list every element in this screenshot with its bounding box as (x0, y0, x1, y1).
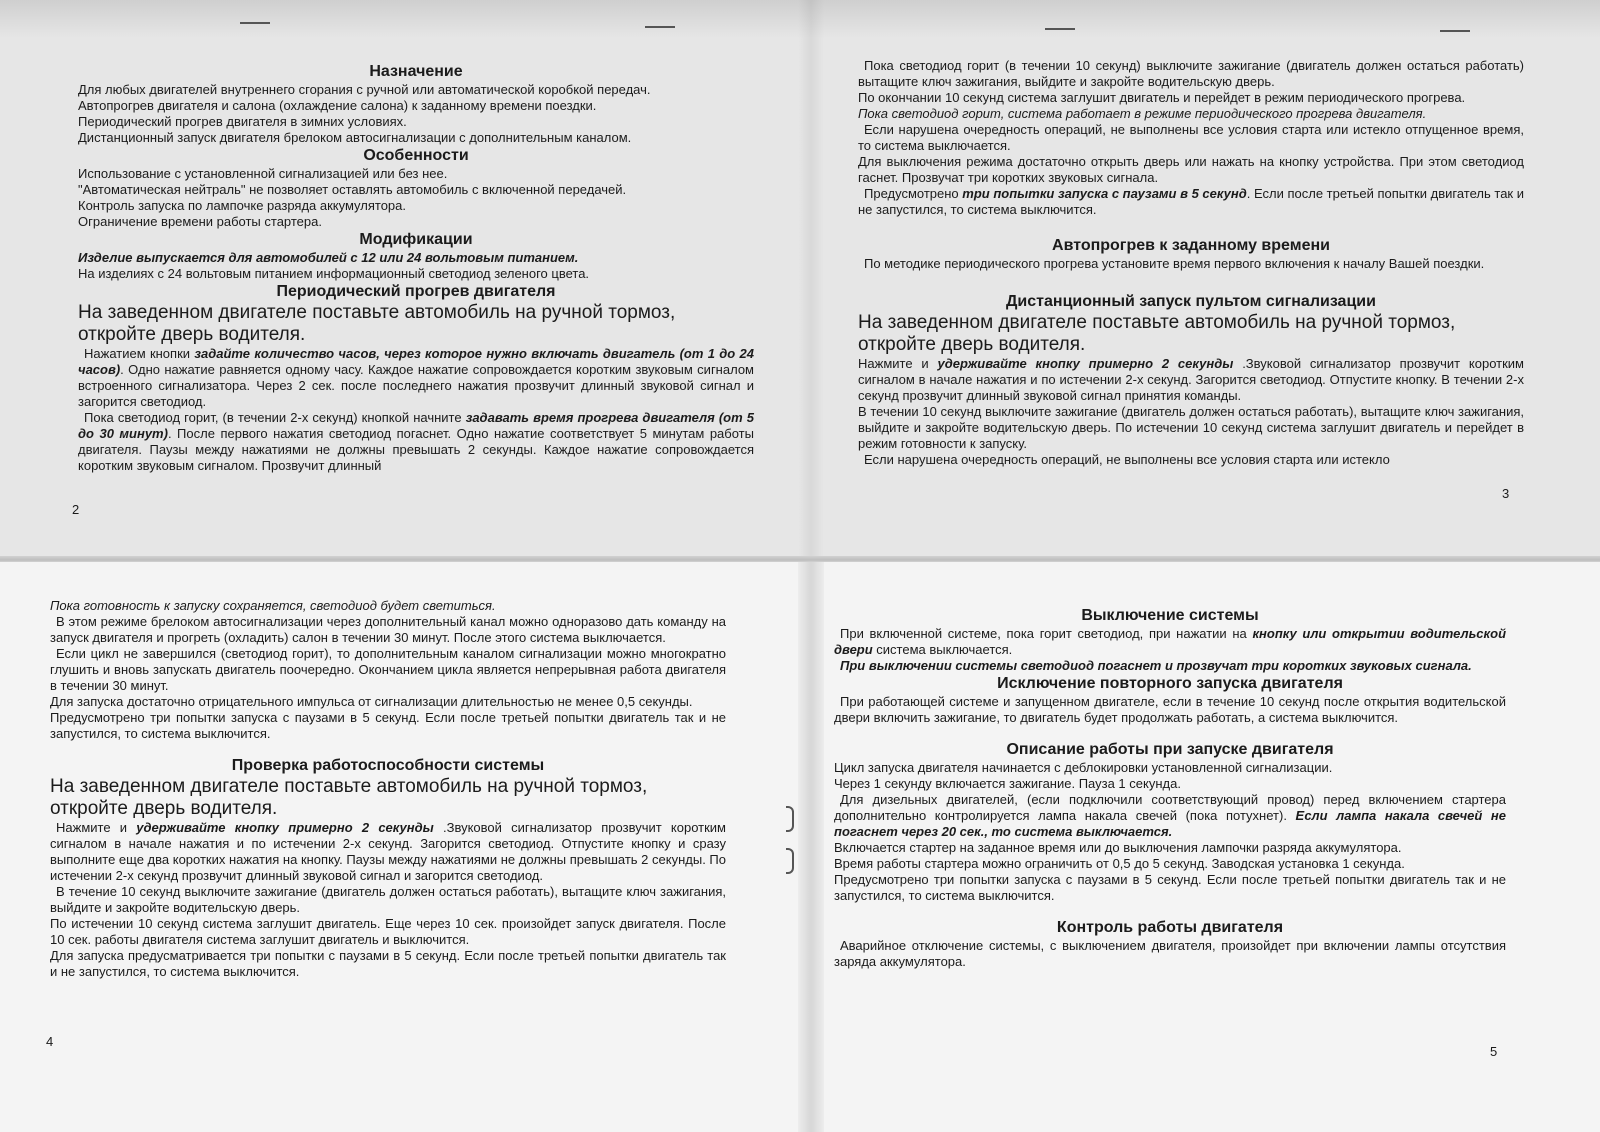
paragraph: Пока готовность к запуску сохраняется, светодиод будет светиться. (50, 598, 496, 613)
section-heading: Назначение (369, 63, 463, 80)
print-mark (1440, 30, 1470, 32)
paragraph: При работающей системе и запущенном двигателе, если в течение 10 секунд после открытия водительской двери включить зажигание, то двигатель будет продолжать работать, а система выключится. (834, 694, 1506, 725)
paragraph: Для запуска предусматривается три попытки с паузами в 5 секунд. Если после третьей попытки двигатель так и не запустился, то система выключится. (50, 948, 726, 979)
text-line: Изделие выпускается для автомобилей с 12 или 24 вольтовым питанием. (78, 250, 579, 265)
page-5 (834, 606, 1506, 970)
paragraph: Включается стартер на заданное время или до выключения лампочки разряда аккумулятора. (834, 840, 1402, 855)
paragraph: Для запуска достаточно отрицательного импульса от сигнализации длительностью не менее 0,5 секунды. (50, 694, 693, 709)
large-instruction: На заведенном двигателе поставьте автомобиль на ручной тормоз, откройте дверь водителя. (858, 312, 1456, 355)
paragraph: Для дизельных двигателей, (если подключили соответствующий провод) перед включением стартера дополнительно контролируется лампа накала свечей (пока потухнет). Если лампа накала свечей не погаснет через 20 сек., то система выключается. (834, 792, 1506, 839)
section-heading: Дистанционный запуск пультом сигнализации (1006, 293, 1376, 310)
paragraph: При выключении системы светодиод погаснет и прозвучат три коротких звуковых сигнала. (840, 658, 1472, 673)
page-4 (50, 598, 726, 980)
paragraph: По методике периодического прогрева установите время первого включения к началу Вашей поездки. (864, 256, 1485, 271)
print-mark (645, 26, 675, 28)
section-heading: Исключение повторного запуска двигателя (997, 675, 1343, 692)
print-mark (1045, 28, 1075, 30)
center-fold (798, 562, 824, 1132)
text-line: Дистанционный запуск двигателя брелоком автосигнализации с дополнительным каналом. (78, 130, 632, 145)
staple-mark (786, 848, 794, 874)
paragraph: Если цикл не завершился (светодиод горит), то дополнительным каналом сигнализации можно многократно глушить и вновь запускать двигатель поочередно. Окончанием цикла является непрерывная работа двигателя в течении 30 минут. (50, 646, 726, 693)
text-line: Автопрогрев двигателя и салона (охлаждение салона) к заданному времени поездки. (78, 98, 597, 113)
section-heading: Особенности (363, 147, 469, 164)
paragraph: Если нарушена очередность операций, не выполнены все условия старта или истекло отпущенное время, то система выключается. (858, 122, 1524, 153)
large-instruction: На заведенном двигателе поставьте автомобиль на ручной тормоз, откройте дверь водителя. (78, 302, 676, 345)
paragraph: В течении 10 секунд выключите зажигание (двигатель должен остаться работать), вытащите ключ зажигания, выйдите и закройте водительскую дверь. По истечении 10 секунд система заглушит двигатель и перейдет в режим готовности к запуску. (858, 404, 1524, 451)
paragraph: Для выключения режима достаточно открыть дверь или нажать на кнопку устройства. При этом светодиод гаснет. Прозвучат три коротких звуковых сигнала. (858, 154, 1524, 185)
paragraph: Если нарушена очередность операций, не выполнены все условия старта или истекло (864, 452, 1390, 467)
paragraph: Нажмите и удерживайте кнопку примерно 2 секунды .Звуковой сигнализатор прозвучит коротким сигналом в начале нажатия и по истечении 2-х секунд. Загорится светодиод. Отпустите кнопку. В течении 2-х секунд прозвучит длинный звуковой сигнал принятия команды. (858, 356, 1524, 403)
section-heading: Проверка работоспособности системы (231, 757, 545, 774)
text-line: Использование с установленной сигнализацией или без нее. (78, 166, 448, 181)
paragraph: По истечении 10 секунд система заглушит двигатель. Еще через 10 сек. произойдет запуск двигателя. После 10 сек. работы двигателя система заглушит двигатель и выключится. (50, 916, 726, 947)
section-heading: Выключение системы (1081, 607, 1259, 624)
paragraph: В этом режиме брелоком автосигнализации через дополнительный канал можно одноразово дать команду на запуск двигателя и прогреть (охладить) салон в течении 30 минут. После этого система выключается. (50, 614, 726, 645)
section-heading: Автопрогрев к заданному времени (1052, 237, 1330, 254)
paragraph: Время работы стартера можно ограничить от 0,5 до 5 секунд. Заводская установка 1 секунда. (834, 856, 1405, 871)
large-instruction: На заведенном двигателе поставьте автомобиль на ручной тормоз, откройте дверь водителя. (50, 776, 648, 819)
text-line: Периодический прогрев двигателя в зимних условиях. (78, 114, 407, 129)
paragraph: По окончании 10 секунд система заглушит двигатель и перейдет в режим периодического прогрева. (858, 90, 1466, 105)
paragraph: В течение 10 секунд выключите зажигание (двигатель должен остаться работать), вытащите ключ зажигания, выйдите и закройте водительскую дверь. (50, 884, 726, 915)
paragraph: Пока светодиод горит (в течении 10 секунд) выключите зажигание (двигатель должен остаться работать) вытащите ключ зажигания, выйдите и закройте водительскую дверь. (858, 58, 1524, 89)
top-sheet (0, 0, 1600, 562)
print-mark (240, 22, 270, 24)
text-line: "Автоматическая нейтраль" не позволяет оставлять автомобиль с включенной передачей. (78, 182, 627, 197)
text-line: Для любых двигателей внутреннего сгорания с ручной или автоматической коробкой передач. (78, 82, 651, 97)
paragraph: Предусмотрено три попытки запуска с паузами в 5 секунд. Если после третьей попытки двигатель так и не запустился, то система выключится. (834, 872, 1506, 903)
page-2 (78, 62, 754, 474)
paragraph: Пока светодиод горит, система работает в режиме периодического прогрева двигателя. (858, 106, 1427, 121)
paragraph: Предусмотрено три попытки запуска с паузами в 5 секунд. Если после третьей попытки двигатель так и не запустился, то система выключится. (858, 186, 1524, 217)
paragraph: При включенной системе, пока горит светодиод, при нажатии на кнопку или открытии водительской двери система выключается. (834, 626, 1507, 657)
paragraph: Аварийное отключение системы, с выключением двигателя, произойдет при включении лампы отсутствия заряда аккумулятора. (834, 938, 1506, 969)
section-heading: Периодический прогрев двигателя (276, 283, 556, 300)
page-3 (858, 58, 1524, 468)
paragraph: Нажатием кнопки задайте количество часов, через которое нужно включать двигатель (от 1 до 24 часов). Одно нажатие равняется одному часу. Каждое нажатие сопровождается коротким звуковым сигналом встроенного сигнализатора. Через 2 сек. после последнего нажатия прозвучит длинный звуковой сигнал и загорится светодиод. (78, 346, 754, 409)
bottom-sheet (0, 562, 1600, 1132)
center-fold (798, 0, 824, 562)
section-heading: Описание работы при запуске двигателя (1006, 741, 1334, 758)
paragraph: Нажмите и удерживайте кнопку примерно 2 секунды .Звуковой сигнализатор прозвучит коротким сигналом в начале нажатия и по истечении 2-х секунд. Загорится светодиод. Отпустите кнопку и сразу выполните еще два коротких нажатия на кнопку. Паузы между нажатиями не должны превышать 2 секунды. По истечении 2-х секунд прозвучит длинный звуковой сигнал и загорится светодиод. (50, 820, 726, 883)
paragraph: Пока светодиод горит, (в течении 2-х секунд) кнопкой начните задавать время прогрева двигателя (от 5 до 30 минут). После первого нажатия светодиод погаснет. Одно нажатие соответствует 5 минутам работы двигателя. Паузы между нажатиями не должны превышать 2 секунды. Каждое нажатие сопровождается коротким звуковым сигналом. Прозвучит длинный (78, 410, 754, 473)
staple-mark (786, 806, 794, 832)
page-number: 5 (1490, 1044, 1498, 1059)
page-number: 4 (46, 1034, 54, 1049)
page-number: 2 (72, 502, 80, 517)
section-heading: Модификации (359, 231, 473, 248)
text-line: Контроль запуска по лампочке разряда аккумулятора. (78, 198, 407, 213)
paragraph: Цикл запуска двигателя начинается с деблокировки установленной сигнализации. (834, 760, 1333, 775)
text-line: На изделиях с 24 вольтовым питанием информационный светодиод зеленого цвета. (78, 266, 590, 281)
paragraph: Предусмотрено три попытки запуска с паузами в 5 секунд. Если после третьей попытки двигатель так и не запустился, то система выключится. (50, 710, 726, 741)
paragraph: Через 1 секунду включается зажигание. Пауза 1 секунда. (834, 776, 1181, 791)
text-line: Ограничение времени работы стартера. (78, 214, 322, 229)
page-number: 3 (1502, 486, 1510, 501)
section-heading: Контроль работы двигателя (1056, 919, 1284, 936)
